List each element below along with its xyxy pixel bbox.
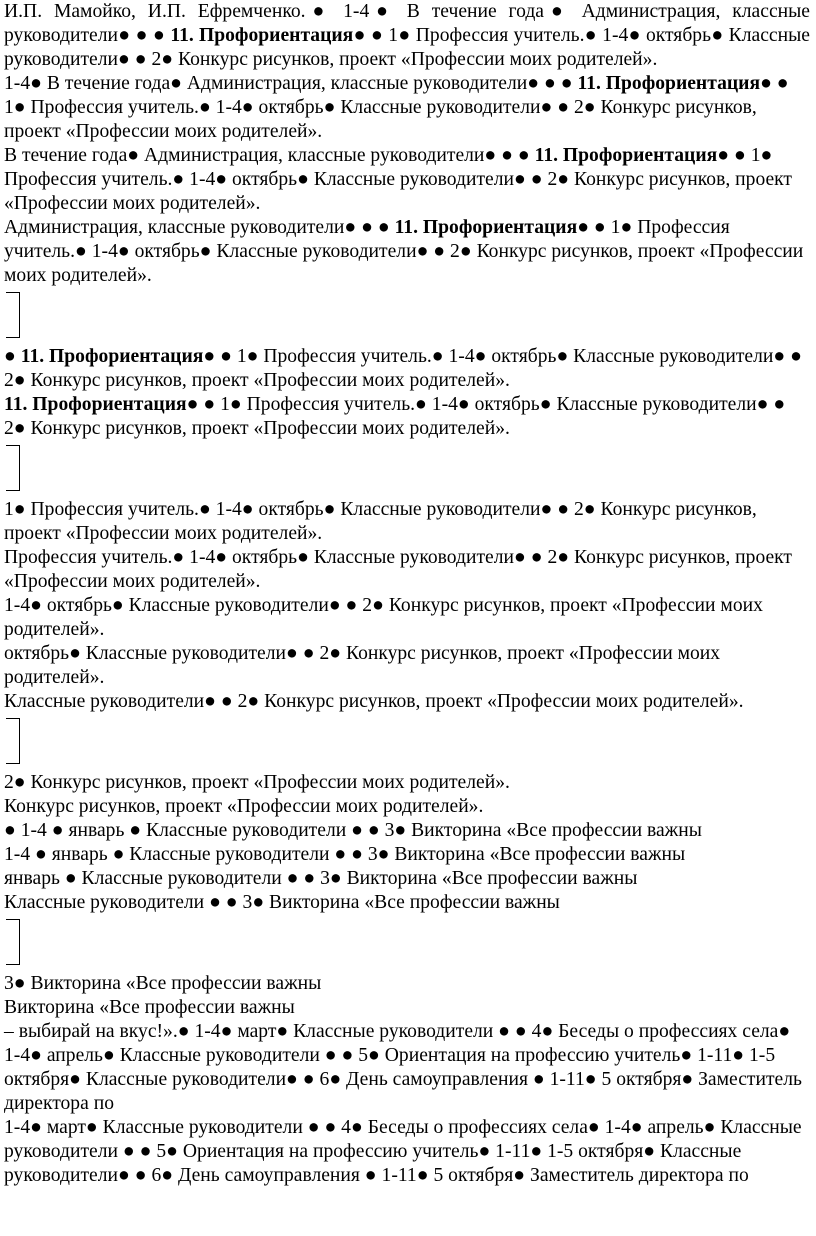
text-paragraph: В течение года● Администрация, классные руководители● ● ● 11. Профориентация● ● 1● Профессия учитель.● 1-4● октябрь● Классные руководители● ● 2● Конкурс рисунков, проект «Профессии моих родителей». [4,145,792,214]
text-paragraph: 11. Профориентация● ● 1● Профессия учитель.● 1-4● октябрь● Классные руководители● ● 2● Конкурс рисунков, проект «Профессии моих родителей». [4,394,786,439]
text-paragraph: 3● Викторина «Все профессии важны [4,973,322,994]
text-paragraph: Классные руководители● ● 2● Конкурс рисунков, проект «Профессии моих родителей». [4,691,744,712]
text-paragraph: ● 11. Профориентация● ● 1● Профессия учитель.● 1-4● октябрь● Классные руководители● ● 2● Конкурс рисунков, проект «Профессии моих родителей». [4,346,802,391]
text-paragraph: 2● Конкурс рисунков, проект «Профессии моих родителей». [4,772,510,793]
text-paragraph: Викторина «Все профессии важны [4,997,295,1018]
section-marker-box [6,718,20,764]
text-paragraph: ● 1-4 ● январь ● Классные руководители ● ● 3● Викторина «Все профессии важны [4,820,702,841]
text-paragraph: 1-4 ● январь ● Классные руководители ● ● 3● Викторина «Все профессии важны [4,844,686,865]
text-paragraph: 1-4● В течение года● Администрация, классные руководители● ● ● 11. Профориентация● ● 1● Профессия учитель.● 1-4● октябрь● Классные руководители● ● 2● Конкурс рисунков, проект «Профессии моих родителей». [4,73,789,142]
text-paragraph: 1● Профессия учитель.● 1-4● октябрь● Классные руководители● ● 2● Конкурс рисунков, проект «Профессии моих родителей». [4,499,757,544]
text-paragraph: октябрь● Классные руководители● ● 2● Конкурс рисунков, проект «Профессии моих родителей». [4,643,721,688]
text-paragraph: 1-4● март● Классные руководители ● ● 4● Беседы о профессиях села● 1-4● апрель● Классные руководители ● ● 5● Ориентация на профессию учитель● 1-11● 1-5 октября● Классные руководители● ● 6● День самоуправления ● 1-11● 5 октября● Заместитель директора по [4,1117,802,1186]
text-paragraph: – выбирай на вкус!».● 1-4● март● Классные руководители ● ● 4● Беседы о профессиях села● 1-4● апрель● Классные руководители ● ● 5● Ориентация на профессию учитель● 1-11● 1-5 октября● Классные руководители● ● 6● День самоуправления ● 1-11● 5 октября● Заместитель директора по [4,1021,802,1114]
section-heading: 11. Профориентация [20,346,204,367]
section-heading: 11. Профориентация [394,217,578,238]
section-heading: 11. Профориентация [534,145,718,166]
section-marker-box [6,919,20,965]
text-paragraph: Администрация, классные руководители● ● ● 11. Профориентация● ● 1● Профессия учитель.● 1-4● октябрь● Классные руководители● ● 2● Конкурс рисунков, проект «Профессии моих родителей». [4,217,804,286]
text-paragraph: Классные руководители ● ● 3● Викторина «Все профессии важны [4,892,560,913]
text-paragraph: И.П. Мамойко, И.П. Ефремченко.● 1-4● В течение года● Администрация, классные руководители● ● ● 11. Профориентация● ● 1● Профессия учитель.● 1-4● октябрь● Классные руководители● ● 2● Конкурс рисунков, проект «Профессии моих родителей». [4,1,810,70]
text-paragraph: Конкурс рисунков, проект «Профессии моих родителей». [4,796,484,817]
text-paragraph: Профессия учитель.● 1-4● октябрь● Классные руководители● ● 2● Конкурс рисунков, проект «Профессии моих родителей». [4,547,792,592]
section-marker-box [6,292,20,338]
section-heading: 11. Профориентация [4,394,187,415]
section-marker-box [6,445,20,491]
section-heading: 11. Профориентация [170,25,354,46]
section-heading: 11. Профориентация [577,73,761,94]
text-paragraph: январь ● Классные руководители ● ● 3● Викторина «Все профессии важны [4,868,638,889]
text-paragraph: 1-4● октябрь● Классные руководители● ● 2● Конкурс рисунков, проект «Профессии моих родителей». [4,595,763,640]
document-body [4,0,810,1188]
